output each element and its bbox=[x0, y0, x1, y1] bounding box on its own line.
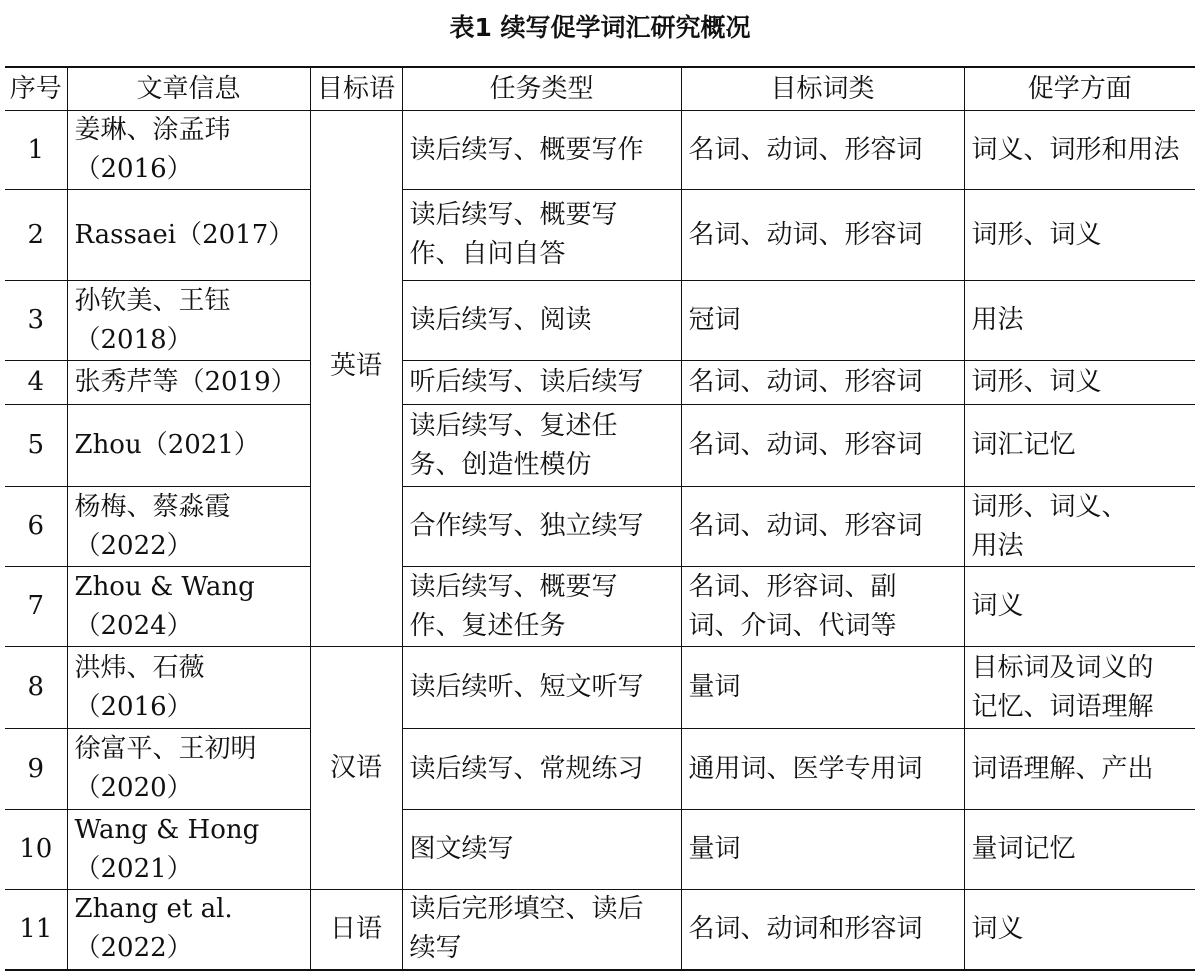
task-line: 读后完形填空、读后 bbox=[409, 894, 644, 925]
aspect-line: 词形、词义 bbox=[971, 219, 1102, 250]
task-cell bbox=[402, 890, 681, 970]
article-cell bbox=[67, 361, 310, 405]
table-row bbox=[5, 405, 1195, 487]
article-line: 洪炜、石薇 bbox=[74, 652, 205, 683]
task-line: 读后续写、阅读 bbox=[409, 305, 592, 335]
aspect-cell bbox=[964, 567, 1195, 647]
aspect-cell bbox=[964, 281, 1195, 361]
aspect-cell bbox=[964, 729, 1195, 810]
word-class-cell bbox=[681, 111, 964, 190]
word-class-line: 名词、形容词、副 bbox=[688, 571, 897, 602]
article-cell bbox=[67, 487, 310, 567]
task-cell bbox=[402, 361, 681, 405]
article-line: （2016） bbox=[74, 154, 193, 184]
row-number: 8 bbox=[5, 647, 67, 729]
target-language: 汉语 bbox=[329, 752, 382, 783]
task-cell bbox=[402, 729, 681, 810]
task-line: 合作续写、独立续写 bbox=[409, 511, 644, 541]
task-line: 读后续写、复述任 bbox=[409, 410, 618, 441]
aspect-line: 量词记忆 bbox=[971, 834, 1076, 864]
article-line: Zhang et al. bbox=[74, 894, 233, 925]
header-cell: 序号 bbox=[5, 67, 67, 111]
aspect-line: 词义 bbox=[971, 591, 1024, 621]
table-row bbox=[5, 487, 1195, 567]
table-row bbox=[5, 111, 1195, 190]
table-row bbox=[5, 190, 1195, 281]
task-line: 听后续写、读后续写 bbox=[409, 367, 644, 397]
article-line: 杨梅、蔡淼霞 bbox=[74, 491, 231, 522]
task-cell bbox=[402, 647, 681, 729]
row-number: 9 bbox=[5, 729, 67, 810]
word-class-line: 词、介词、代词等 bbox=[688, 610, 897, 641]
article-cell bbox=[67, 729, 310, 810]
article-cell bbox=[67, 890, 310, 970]
article-cell bbox=[67, 190, 310, 281]
aspect-cell bbox=[964, 890, 1195, 970]
article-cell bbox=[67, 810, 310, 890]
header-cell: 任务类型 bbox=[402, 67, 681, 111]
article-line: Wang & Hong bbox=[74, 814, 260, 845]
word-class-line: 名词、动词、形容词 bbox=[688, 511, 923, 541]
word-class-line: 冠词 bbox=[688, 305, 741, 335]
task-line: 读后续听、短文听写 bbox=[409, 672, 644, 702]
target-language: 日语 bbox=[329, 913, 382, 944]
word-class-cell bbox=[681, 567, 964, 647]
word-class-cell bbox=[681, 810, 964, 890]
word-class-line: 量词 bbox=[688, 672, 741, 702]
article-line: 姜琳、涂孟玮 bbox=[74, 115, 231, 145]
word-class-line: 名词、动词、形容词 bbox=[688, 134, 923, 165]
word-class-cell bbox=[681, 190, 964, 281]
task-line: 续写 bbox=[409, 933, 462, 964]
aspect-cell bbox=[964, 647, 1195, 729]
aspect-line: 用法 bbox=[971, 305, 1024, 335]
header-cell: 目标语 bbox=[310, 67, 402, 111]
word-class-cell bbox=[681, 361, 964, 405]
aspect-cell bbox=[964, 487, 1195, 567]
aspect-cell bbox=[964, 190, 1195, 281]
aspect-line: 用法 bbox=[971, 530, 1024, 561]
table-row bbox=[5, 361, 1195, 405]
task-line: 读后续写、概要写 bbox=[409, 200, 618, 230]
aspect-line: 词形、词义、 bbox=[971, 491, 1128, 522]
task-cell bbox=[402, 190, 681, 281]
header-cell: 目标词类 bbox=[681, 67, 964, 111]
article-cell bbox=[67, 567, 310, 647]
word-class-line: 名词、动词、形容词 bbox=[688, 367, 923, 397]
article-line: （2022） bbox=[74, 530, 193, 561]
article-line: （2018） bbox=[74, 324, 193, 355]
task-cell bbox=[402, 281, 681, 361]
article-line: Rassaei（2017） bbox=[74, 219, 295, 250]
article-line: Zhou（2021） bbox=[74, 430, 260, 460]
table-row bbox=[5, 729, 1195, 810]
word-class-cell bbox=[681, 890, 964, 970]
aspect-line: 目标词及词义的 bbox=[971, 652, 1154, 683]
aspect-cell bbox=[964, 361, 1195, 405]
article-line: Zhou & Wang bbox=[74, 571, 255, 602]
article-line: 徐富平、王初明 bbox=[74, 734, 257, 764]
aspect-line: 词义、词形和用法 bbox=[971, 134, 1180, 165]
task-cell bbox=[402, 111, 681, 190]
target-language-cell bbox=[310, 647, 402, 890]
aspect-line: 词形、词义 bbox=[971, 367, 1102, 397]
row-number: 1 bbox=[5, 111, 67, 190]
word-class-cell bbox=[681, 487, 964, 567]
article-cell bbox=[67, 281, 310, 361]
task-cell bbox=[402, 567, 681, 647]
word-class-line: 量词 bbox=[688, 834, 741, 864]
table-row bbox=[5, 567, 1195, 647]
article-line: （2022） bbox=[74, 933, 193, 964]
word-class-cell bbox=[681, 647, 964, 729]
row-number: 7 bbox=[5, 567, 67, 647]
word-class-cell bbox=[681, 405, 964, 487]
word-class-line: 名词、动词和形容词 bbox=[688, 913, 923, 944]
header-row bbox=[5, 67, 1195, 111]
row-number: 4 bbox=[5, 361, 67, 405]
word-class-line: 名词、动词、形容词 bbox=[688, 430, 923, 460]
target-language: 英语 bbox=[329, 351, 382, 381]
article-cell bbox=[67, 647, 310, 729]
word-class-cell bbox=[681, 729, 964, 810]
task-cell bbox=[402, 487, 681, 567]
aspect-line: 词语理解、产出 bbox=[971, 753, 1154, 784]
article-cell bbox=[67, 111, 310, 190]
aspect-line: 词义 bbox=[971, 913, 1024, 944]
table-caption: 表1 续写促学词汇研究概况 bbox=[449, 13, 751, 42]
table-row bbox=[5, 890, 1195, 970]
article-line: 张秀芹等（2019） bbox=[74, 367, 297, 397]
aspect-line: 记忆、词语理解 bbox=[971, 691, 1154, 722]
aspect-cell bbox=[964, 810, 1195, 890]
table-row bbox=[5, 810, 1195, 890]
table-row bbox=[5, 281, 1195, 361]
word-class-line: 名词、动词、形容词 bbox=[688, 219, 923, 250]
row-number: 11 bbox=[5, 890, 67, 970]
article-cell bbox=[67, 405, 310, 487]
task-line: 作、复述任务 bbox=[409, 610, 566, 641]
target-language-cell bbox=[310, 111, 402, 647]
word-class-line: 通用词、医学专用词 bbox=[688, 753, 923, 784]
article-line: （2016） bbox=[74, 691, 193, 722]
article-line: （2024） bbox=[74, 610, 193, 641]
task-line: 务、创造性模仿 bbox=[409, 449, 592, 480]
aspect-cell bbox=[964, 405, 1195, 487]
row-number: 10 bbox=[5, 810, 67, 890]
task-cell bbox=[402, 810, 681, 890]
row-number: 3 bbox=[5, 281, 67, 361]
task-line: 图文续写 bbox=[409, 834, 514, 864]
target-language-cell bbox=[310, 890, 402, 970]
article-line: 孙钦美、王钰 bbox=[74, 285, 231, 316]
row-number: 6 bbox=[5, 487, 67, 567]
research-table bbox=[5, 66, 1195, 971]
task-line: 读后续写、概要写作 bbox=[409, 134, 644, 165]
task-line: 作、自问自答 bbox=[409, 239, 566, 269]
task-cell bbox=[402, 405, 681, 487]
row-number: 5 bbox=[5, 405, 67, 487]
task-line: 读后续写、常规练习 bbox=[409, 753, 644, 784]
word-class-cell bbox=[681, 281, 964, 361]
header-cell: 促学方面 bbox=[964, 67, 1195, 111]
task-line: 读后续写、概要写 bbox=[409, 571, 618, 602]
header-cell: 文章信息 bbox=[67, 67, 310, 111]
article-line: （2020） bbox=[74, 773, 193, 803]
article-line: （2021） bbox=[74, 853, 193, 884]
aspect-cell bbox=[964, 111, 1195, 190]
table-row bbox=[5, 647, 1195, 729]
row-number: 2 bbox=[5, 190, 67, 281]
aspect-line: 词汇记忆 bbox=[971, 430, 1076, 460]
